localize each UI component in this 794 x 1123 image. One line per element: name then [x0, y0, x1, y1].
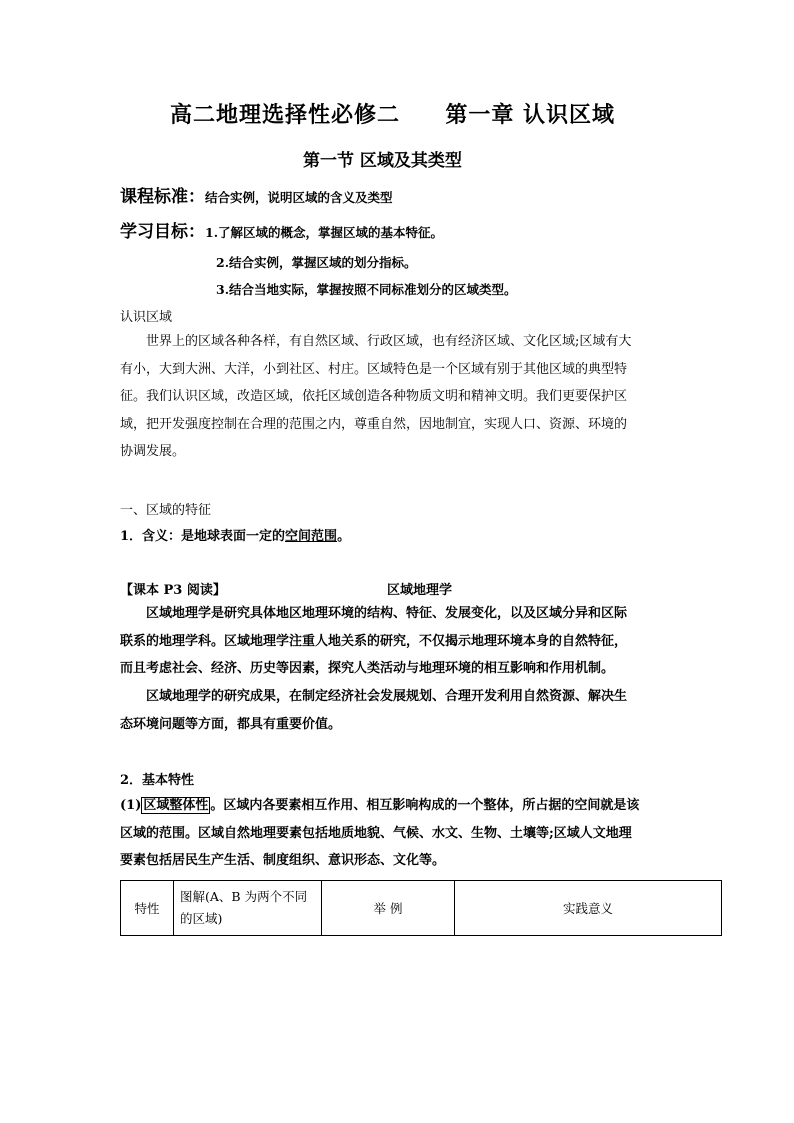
paragraph-line: 世界上的区域各种各样，有自然区域、行政区域，也有经济区域、文化区域;区域有大	[146, 334, 632, 349]
objective-item: 1.了解区域的概念，掌握区域的基本特征。	[205, 225, 444, 240]
course-standard-text: 结合实例，说明区域的含义及类型	[205, 190, 393, 205]
definition	[120, 525, 350, 544]
intro-heading: 认识区域	[120, 310, 173, 325]
table-header-cell: 特性	[121, 881, 174, 936]
definition-prefix: 1．含义：是地球表面一定的	[120, 529, 286, 544]
definition-key-term: 空间范围	[285, 529, 338, 544]
reading-paragraph-1	[120, 600, 627, 683]
paragraph-line: 态环境问题等方面，都具有重要价值。	[120, 716, 342, 732]
objectives-label: 学习目标：	[120, 222, 205, 242]
definition-suffix: 。	[337, 529, 351, 544]
objective-item: 2.结合实例，掌握区域的划分指标。	[216, 255, 417, 270]
reading-tag: 【课本 P3 阅读】	[120, 583, 226, 598]
objective-item: 3.结合当地实际，掌握按照不同标准划分的区域类型。	[216, 282, 517, 297]
title-chapter: 第一章 认识区域	[445, 102, 616, 128]
paragraph-line: 而且考虑社会、经济、历史等因素，探究人类活动与地理环境的相互影响和作用机制。	[120, 661, 615, 676]
course-standard-label: 课程标准：	[120, 187, 205, 207]
paragraph-line: 域，把开发强度控制在合理的范围之内，尊重自然，因地制宜，实现人口、资源、环境的	[120, 416, 628, 432]
header-line: 图解(A、B 为两个不同	[180, 889, 308, 904]
item-number: (1)	[120, 798, 142, 813]
paragraph-line: 协调发展。	[120, 444, 186, 459]
intro-paragraph	[120, 328, 631, 466]
page-title	[170, 98, 615, 129]
paragraph-line: 区域地理学是研究具体地区地理环境的结构、特征、发展变化，以及区域分异和区际	[146, 606, 628, 621]
paragraph-line: 联系的地理学科。区域地理学注重人地关系的研究，不仅揭示地理环境本身的自然特征，	[120, 633, 628, 649]
learning-objectives	[120, 217, 443, 242]
paragraph-line: 征。我们认识区域，改造区域，依托区域创造各种物质文明和精神文明。我们更要保护区	[120, 389, 628, 404]
reading-paragraph-2	[120, 683, 627, 738]
header-line: 的区域)	[180, 911, 223, 926]
table-header-row	[121, 881, 722, 936]
section1-heading: 一、区域的特征	[120, 503, 212, 518]
section-subtitle: 第一节 区域及其类型	[303, 151, 462, 171]
item-text: 。区域内各要素相互作用、相互影响构成的一个整体，所占据的空间就是该	[210, 798, 640, 813]
trait-table	[120, 880, 722, 936]
title-course: 高二地理选择性必修二	[170, 102, 401, 128]
paragraph-line: 区域地理学的研究成果，在制定经济社会发展规划、合理开发利用自然资源、解决生	[146, 689, 628, 704]
paragraph-line	[120, 792, 639, 820]
table-header-cell: 举 例	[322, 881, 455, 936]
reading-title: 区域地理学	[387, 583, 453, 598]
table-header-cell: 实践意义	[455, 881, 722, 936]
section2-heading: 2．基本特性	[120, 773, 195, 788]
paragraph-line: 有小，大到大洲、大洋，小到社区、村庄。区域特色是一个区域有别于其他区域的典型特	[120, 361, 628, 377]
key-term-boxed: 区域整体性	[143, 798, 209, 813]
table-header-cell	[174, 881, 322, 936]
paragraph-line: 区域的范围。区域自然地理要素包括地质地貌、气候、水文、生物、土壤等;区域人文地理	[120, 825, 632, 841]
integrity-paragraph	[120, 792, 639, 875]
course-standard	[120, 182, 393, 207]
paragraph-line: 要素包括居民生产生活、制度组织、意识形态、文化等。	[120, 853, 446, 868]
